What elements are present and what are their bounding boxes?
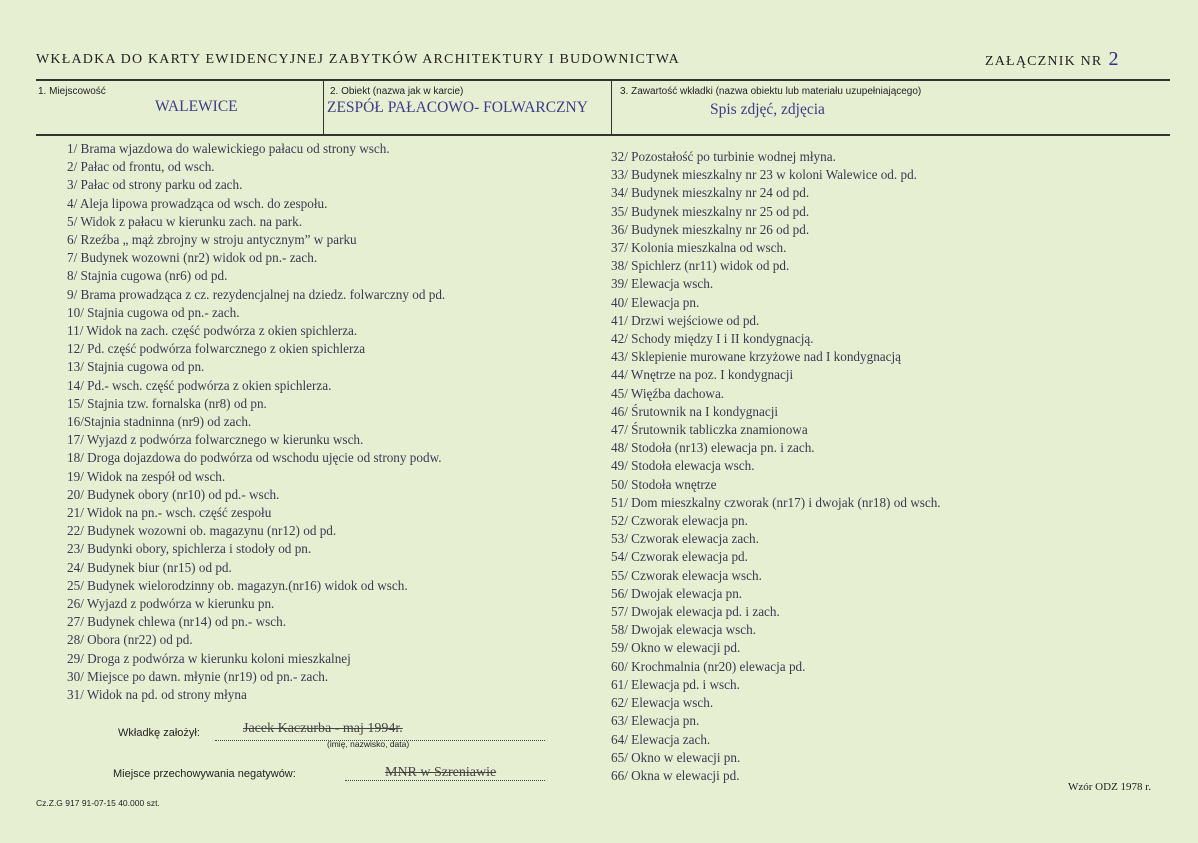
print-code: Cz.Z.G 917 91-07-15 40.000 szt.	[36, 798, 160, 808]
photo-list-item: 35/ Budynek mieszkalny nr 25 od pd.	[611, 203, 810, 219]
photo-list-item: 22/ Budynek wozowni ob. magazynu (nr12) od pd.	[67, 523, 337, 539]
photo-list-item: 37/ Kolonia mieszkalna od wsch.	[611, 240, 787, 256]
photo-list-item: 4/ Aleja lipowa prowadząca od wsch. do zespołu.	[67, 195, 328, 211]
photo-list-item: 61/ Elewacja pd. i wsch.	[611, 676, 740, 692]
photo-list-item: 43/ Sklepienie murowane krzyżowe nad I kondygnacją	[611, 349, 902, 365]
photo-list-item: 33/ Budynek mieszkalny nr 23 w koloni Walewice od. pd.	[611, 167, 917, 183]
photo-list-item: 59/ Okno w elewacji pd.	[611, 640, 741, 656]
top-rule	[36, 79, 1170, 81]
photo-list-item: 65/ Okno w elewacji pn.	[611, 749, 741, 765]
photo-list-item: 52/ Czworak elewacja pn.	[611, 513, 748, 529]
photo-list-item: 32/ Pozostałość po turbinie wodnej młyna.	[611, 149, 836, 164]
photo-list-item: 50/ Stodoła wnętrze	[611, 476, 717, 492]
annex-number: 2	[1108, 48, 1120, 70]
author-label: Wkładkę założył:	[118, 727, 200, 739]
photo-list-item: 62/ Elewacja wsch.	[611, 695, 714, 711]
column-divider-2	[611, 80, 612, 135]
field-3-value: Spis zdjęć, zdjęcia	[710, 101, 825, 118]
photo-list-item: 1/ Brama wjazdowa do walewickiego pałacu od strony wsch.	[67, 141, 390, 156]
photo-list-item: 16/Stajnia stadninna (nr9) od zach.	[67, 414, 252, 430]
author-value: Jacek Kaczurba - maj 1994r.	[243, 721, 403, 736]
photo-list-item: 45/ Więźba dachowa.	[611, 385, 725, 401]
annex-text: ZAŁĄCZNIK NR	[985, 54, 1103, 69]
photo-list-item: 66/ Okna w elewacji pd.	[611, 767, 740, 783]
photo-list-item: 15/ Stajnia tzw. fornalska (nr8) od pn.	[67, 395, 267, 411]
photo-list-item: 3/ Pałac od strony parku od zach.	[67, 177, 243, 193]
photo-list-item: 58/ Dwojak elewacja wsch.	[611, 622, 757, 638]
photo-list-item: 41/ Drzwi wejściowe od pd.	[611, 312, 760, 328]
field-2-value: ZESPÓŁ PAŁACOWO- FOLWARCZNY	[327, 99, 588, 116]
photo-list-item: 28/ Obora (nr22) od pd.	[67, 632, 193, 648]
photo-list-item: 38/ Spichlerz (nr11) widok od pd.	[611, 258, 790, 274]
photo-list-item: 18/ Droga dojazdowa do podwórza od wschodu ujęcie od strony podw.	[67, 450, 442, 466]
field-2-label: 2. Obiekt (nazwa jak w karcie)	[330, 86, 464, 97]
field-1-value: WALEWICE	[155, 98, 238, 115]
photo-list-item: 48/ Stodoła (nr13) elewacja pn. i zach.	[611, 440, 815, 456]
photo-list-item: 26/ Wyjazd z podwórza w kierunku pn.	[67, 596, 275, 612]
photo-list-item: 10/ Stajnia cugowa od pn.- zach.	[67, 304, 240, 320]
form-title: WKŁADKA DO KARTY EWIDENCYJNEJ ZABYTKÓW ARCHITEKTURY I BUDOWNICTWA	[36, 52, 680, 67]
storage-label: Miejsce przechowywania negatywów:	[113, 768, 296, 780]
photo-list-item: 56/ Dwojak elewacja pn.	[611, 585, 743, 601]
photo-list-item: 17/ Wyjazd z podwórza folwarcznego w kierunku wsch.	[67, 432, 364, 448]
photo-list-item: 19/ Widok na zespół od wsch.	[67, 468, 226, 484]
photo-list-item: 53/ Czworak elewacja zach.	[611, 531, 759, 547]
photo-list-item: 42/ Schody między I i II kondygnacją.	[611, 331, 814, 347]
author-caption: (imię, nazwisko, data)	[327, 739, 410, 749]
photo-list-item: 63/ Elewacja pn.	[611, 713, 700, 729]
photo-list-item: 60/ Krochmalnia (nr20) elewacja pd.	[611, 658, 806, 674]
photo-list-item: 27/ Budynek chlewa (nr14) od pn.- wsch.	[67, 614, 287, 630]
photo-list-left	[67, 140, 445, 704]
photo-list-item: 30/ Miejsce po dawn. młynie (nr19) od pn.- zach.	[67, 668, 329, 684]
form-code: Wzór ODZ 1978 r.	[1068, 781, 1152, 793]
photo-list-item: 34/ Budynek mieszkalny nr 24 od pd.	[611, 185, 810, 201]
photo-list-item: 36/ Budynek mieszkalny nr 26 od pd.	[611, 221, 810, 237]
photo-list-item: 40/ Elewacja pn.	[611, 294, 700, 310]
storage-value: MNR w Szreniawie	[385, 765, 497, 780]
photo-list-item: 57/ Dwojak elewacja pd. i zach.	[611, 604, 780, 620]
photo-list-item: 6/ Rzeźba „ mąż zbrojny w stroju antycznym” w parku	[67, 232, 357, 248]
photo-list-item: 54/ Czworak elewacja pd.	[611, 549, 748, 565]
photo-list-item: 20/ Budynek obory (nr10) od pd.- wsch.	[67, 486, 280, 502]
bottom-rule	[36, 134, 1170, 136]
field-3-label: 3. Zawartość wkładki (nazwa obiektu lub materiału uzupełniającego)	[620, 86, 922, 97]
photo-list-item: 49/ Stodoła elewacja wsch.	[611, 458, 755, 474]
photo-list-item: 9/ Brama prowadząca z cz. rezydencjalnej na dziedz. folwarczny od pd.	[67, 286, 446, 302]
photo-list-item: 13/ Stajnia cugowa od pn.	[67, 359, 205, 375]
photo-list-item: 8/ Stajnia cugowa (nr6) od pd.	[67, 268, 228, 284]
photo-list-item: 7/ Budynek wozowni (nr2) widok od pn.- zach.	[67, 250, 318, 266]
field-1-label: 1. Miejscowość	[38, 86, 106, 97]
photo-list-item: 31/ Widok na pd. od strony młyna	[67, 687, 247, 703]
photo-list-item: 21/ Widok na pn.- wsch. część zespołu	[67, 505, 272, 521]
photo-list-item: 23/ Budynki obory, spichlerza i stodoły od pn.	[67, 541, 312, 557]
photo-list-item: 14/ Pd.- wsch. część podwórza z okien spichlerza.	[67, 377, 332, 393]
photo-list-item: 39/ Elewacja wsch.	[611, 276, 714, 292]
photo-list-item: 47/ Śrutownik tabliczka znamionowa	[611, 422, 808, 438]
photo-list-item: 64/ Elewacja zach.	[611, 731, 711, 747]
column-divider-1	[323, 80, 324, 135]
photo-list-item: 29/ Droga z podwórza w kierunku koloni mieszkalnej	[67, 650, 351, 666]
photo-list-item: 2/ Pałac od frontu, od wsch.	[67, 159, 215, 175]
photo-list-item: 44/ Wnętrze na poz. I kondygnacji	[611, 367, 794, 383]
annex-label	[985, 48, 1120, 71]
photo-list-item: 5/ Widok z pałacu w kierunku zach. na park.	[67, 213, 303, 229]
photo-list-item: 25/ Budynek wielorodzinny ob. magazyn.(nr16) widok od wsch.	[67, 577, 408, 593]
photo-list-item: 55/ Czworak elewacja wsch.	[611, 567, 762, 583]
photo-list-right	[611, 148, 941, 785]
photo-list-item: 11/ Widok na zach. część podwórza z okien spichlerza.	[67, 323, 358, 339]
photo-list-item: 46/ Śrutownik na I kondygnacji	[611, 403, 779, 419]
photo-list-item: 12/ Pd. część podwórza folwarcznego z okien spichlerza	[67, 341, 366, 357]
photo-list-item: 51/ Dom mieszkalny czworak (nr17) i dwojak (nr18) od wsch.	[611, 494, 941, 510]
photo-list-item: 24/ Budynek biur (nr15) od pd.	[67, 559, 232, 575]
